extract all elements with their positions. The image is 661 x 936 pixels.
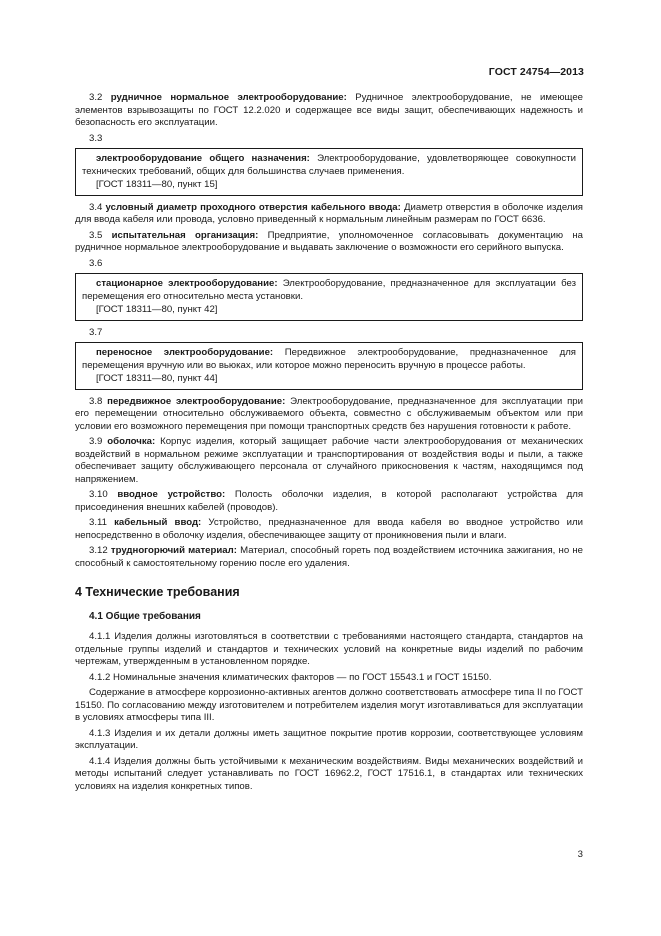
quoted-definition-box xyxy=(75,148,583,196)
clause-number: 3.5 xyxy=(89,229,103,241)
definition-text: Полость оболочки изделия, в которой располагают устройства для присоединения внешних кабелей (проводов). xyxy=(75,489,584,513)
paragraph xyxy=(75,202,583,227)
term: оболочка: xyxy=(107,436,156,447)
term: электрооборудование общего назначения: xyxy=(96,153,310,164)
paragraph xyxy=(82,347,576,372)
quoted-definition-box xyxy=(75,342,583,390)
definition-text: Корпус изделия, который защищает рабочие части электрооборудования от механических воздействий в нормальном режиме эксплуатации и транспортирования от воздействия воды и пыли, а также обеспечивает защиту обслуживающего персонала от случайного прикосновения к частям, находящимся под напряжением. xyxy=(75,436,583,485)
definition-text: Изделия должны изготовляться в соответствии с требованиями настоящего стандарта, стандартов на отдельные группы изделий и стандартов и технических условий на конкретные виды изделий по рабочим чертежам, утвержденным в установленном порядке. xyxy=(75,631,583,667)
definition-text: Материал, способный гореть под воздействием источника зажигания, но не способный к самостоятельному горению после его удаления. xyxy=(75,545,584,569)
term: рудничное нормальное электрооборудование: xyxy=(110,92,347,103)
document-body xyxy=(75,92,583,796)
definition-text: Рудничное электрооборудование, не имеющее элементов взрывозащиты по ГОСТ 12.2.020 и содержащее все виды защит, обеспечивающих надежность и безопасность его эксплуатации. xyxy=(75,92,583,128)
paragraph xyxy=(75,230,583,255)
clause-number: 3.9 xyxy=(89,436,103,447)
paragraph xyxy=(82,278,576,303)
paragraph xyxy=(75,396,583,434)
definition-text: Предприятие, уполномоченное согласовывать документацию на рудничное нормальное электрооборудование и выдавать заключение о возможности его серийного выпуска. xyxy=(75,229,583,253)
term: условный диаметр проходного отверстия кабельного ввода: xyxy=(105,201,401,213)
paragraph xyxy=(75,756,583,794)
term: вводное устройство: xyxy=(117,489,226,500)
page-number: 3 xyxy=(577,849,583,860)
clause-number: 3.2 xyxy=(89,92,103,103)
clause-number: 3.11 xyxy=(89,517,107,528)
definition-text: Диаметр отверстия в оболочке изделия для ввода кабеля или провода, условно приведенный к нормальным линейным размерам по ГОСТ 6636. xyxy=(75,201,583,225)
term: переносное электрооборудование: xyxy=(96,347,274,358)
clause-number: 4.1.1 xyxy=(89,631,111,642)
quoted-definition-box xyxy=(75,273,583,321)
paragraph xyxy=(75,489,583,514)
definition-text: Электрооборудование, предназначенное для эксплуатации при его перемещении относительно обслуживаемого объекта, совместно с обслуживаемым объектом или при условии его возможного перемещения при помощи транспортных средств без нарушения готовности к работе. xyxy=(75,395,583,432)
source-reference: [ГОСТ 18311—80, пункт 44] xyxy=(96,373,218,384)
section-title: 4 Технические требования xyxy=(75,585,240,599)
definition-text: Содержание в атмосфере коррозионно-активных агентов должно соответствовать атмосфере типа II по ГОСТ 15150. По согласованию между изготовителем и потребителем изделия могут изготавливаться для эксплуатации в условиях атмосферы типа III. xyxy=(75,687,583,723)
term: передвижное электрооборудование: xyxy=(107,395,286,407)
source-reference: [ГОСТ 18311—80, пункт 15] xyxy=(96,179,218,190)
paragraph xyxy=(82,153,576,178)
clause-number: 3.7 xyxy=(89,326,103,338)
clause-number: 3.3 xyxy=(89,132,103,144)
term: стационарное электрооборудование: xyxy=(96,278,278,289)
term: испытательная организация: xyxy=(111,229,259,241)
clause-number: 3.8 xyxy=(89,395,103,407)
clause-number: 3.4 xyxy=(89,201,103,213)
paragraph xyxy=(75,631,583,669)
definition-text: Электрооборудование, предназначенное для эксплуатации без перемещения его относительно места установки. xyxy=(82,278,576,302)
clause-number: 4.1.3 xyxy=(89,727,111,739)
clause-number: 3.6 xyxy=(89,257,103,269)
doc-code-header: ГОСТ 24754—2013 xyxy=(488,66,584,78)
paragraph xyxy=(75,687,583,725)
source-reference: [ГОСТ 18311—80, пункт 42] xyxy=(96,304,218,315)
paragraph xyxy=(75,436,583,486)
paragraph xyxy=(75,728,583,753)
definition-text: Изделия должны быть устойчивыми к механическим воздействиям. Виды механических воздействий и методы испытаний следует устанавливать по ГОСТ 16962.2, ГОСТ 17516.1, в стандартах или технических условиях на изделия конкретных типов. xyxy=(75,755,583,792)
subsection-title: 4.1 Общие требования xyxy=(89,610,201,622)
clause-number: 4.1.4 xyxy=(89,755,111,767)
definition-text: Электрооборудование, удовлетворяющее совокупности технических требований, общих для большинства случаев применения. xyxy=(82,153,576,177)
clause-number: 4.1.2 xyxy=(89,671,111,683)
definition-text: Передвижное электрооборудование, предназначенное для перемещения вручную или во вьюках, или которое можно переносить вручную в процессе работы. xyxy=(82,347,577,371)
paragraph xyxy=(75,672,583,685)
term: кабельный ввод: xyxy=(114,517,202,528)
definition-text: Изделия и их детали должны иметь защитное покрытие против коррозии, соответствующее условиям эксплуатации. xyxy=(75,727,583,751)
term: трудногорючий материал: xyxy=(110,545,237,556)
paragraph xyxy=(75,545,583,570)
clause-number: 3.10 xyxy=(89,489,108,500)
definition-text: Устройство, предназначенное для ввода кабеля во вводное устройство или непосредственно в оболочку изделия, обеспечивающее защиту от проникновения пыли и влаги. xyxy=(75,517,583,541)
definition-text: Номинальные значения климатических факторов — по ГОСТ 15543.1 и ГОСТ 15150. xyxy=(113,671,492,683)
paragraph xyxy=(75,517,583,542)
paragraph xyxy=(75,92,583,130)
clause-number: 3.12 xyxy=(89,545,108,556)
